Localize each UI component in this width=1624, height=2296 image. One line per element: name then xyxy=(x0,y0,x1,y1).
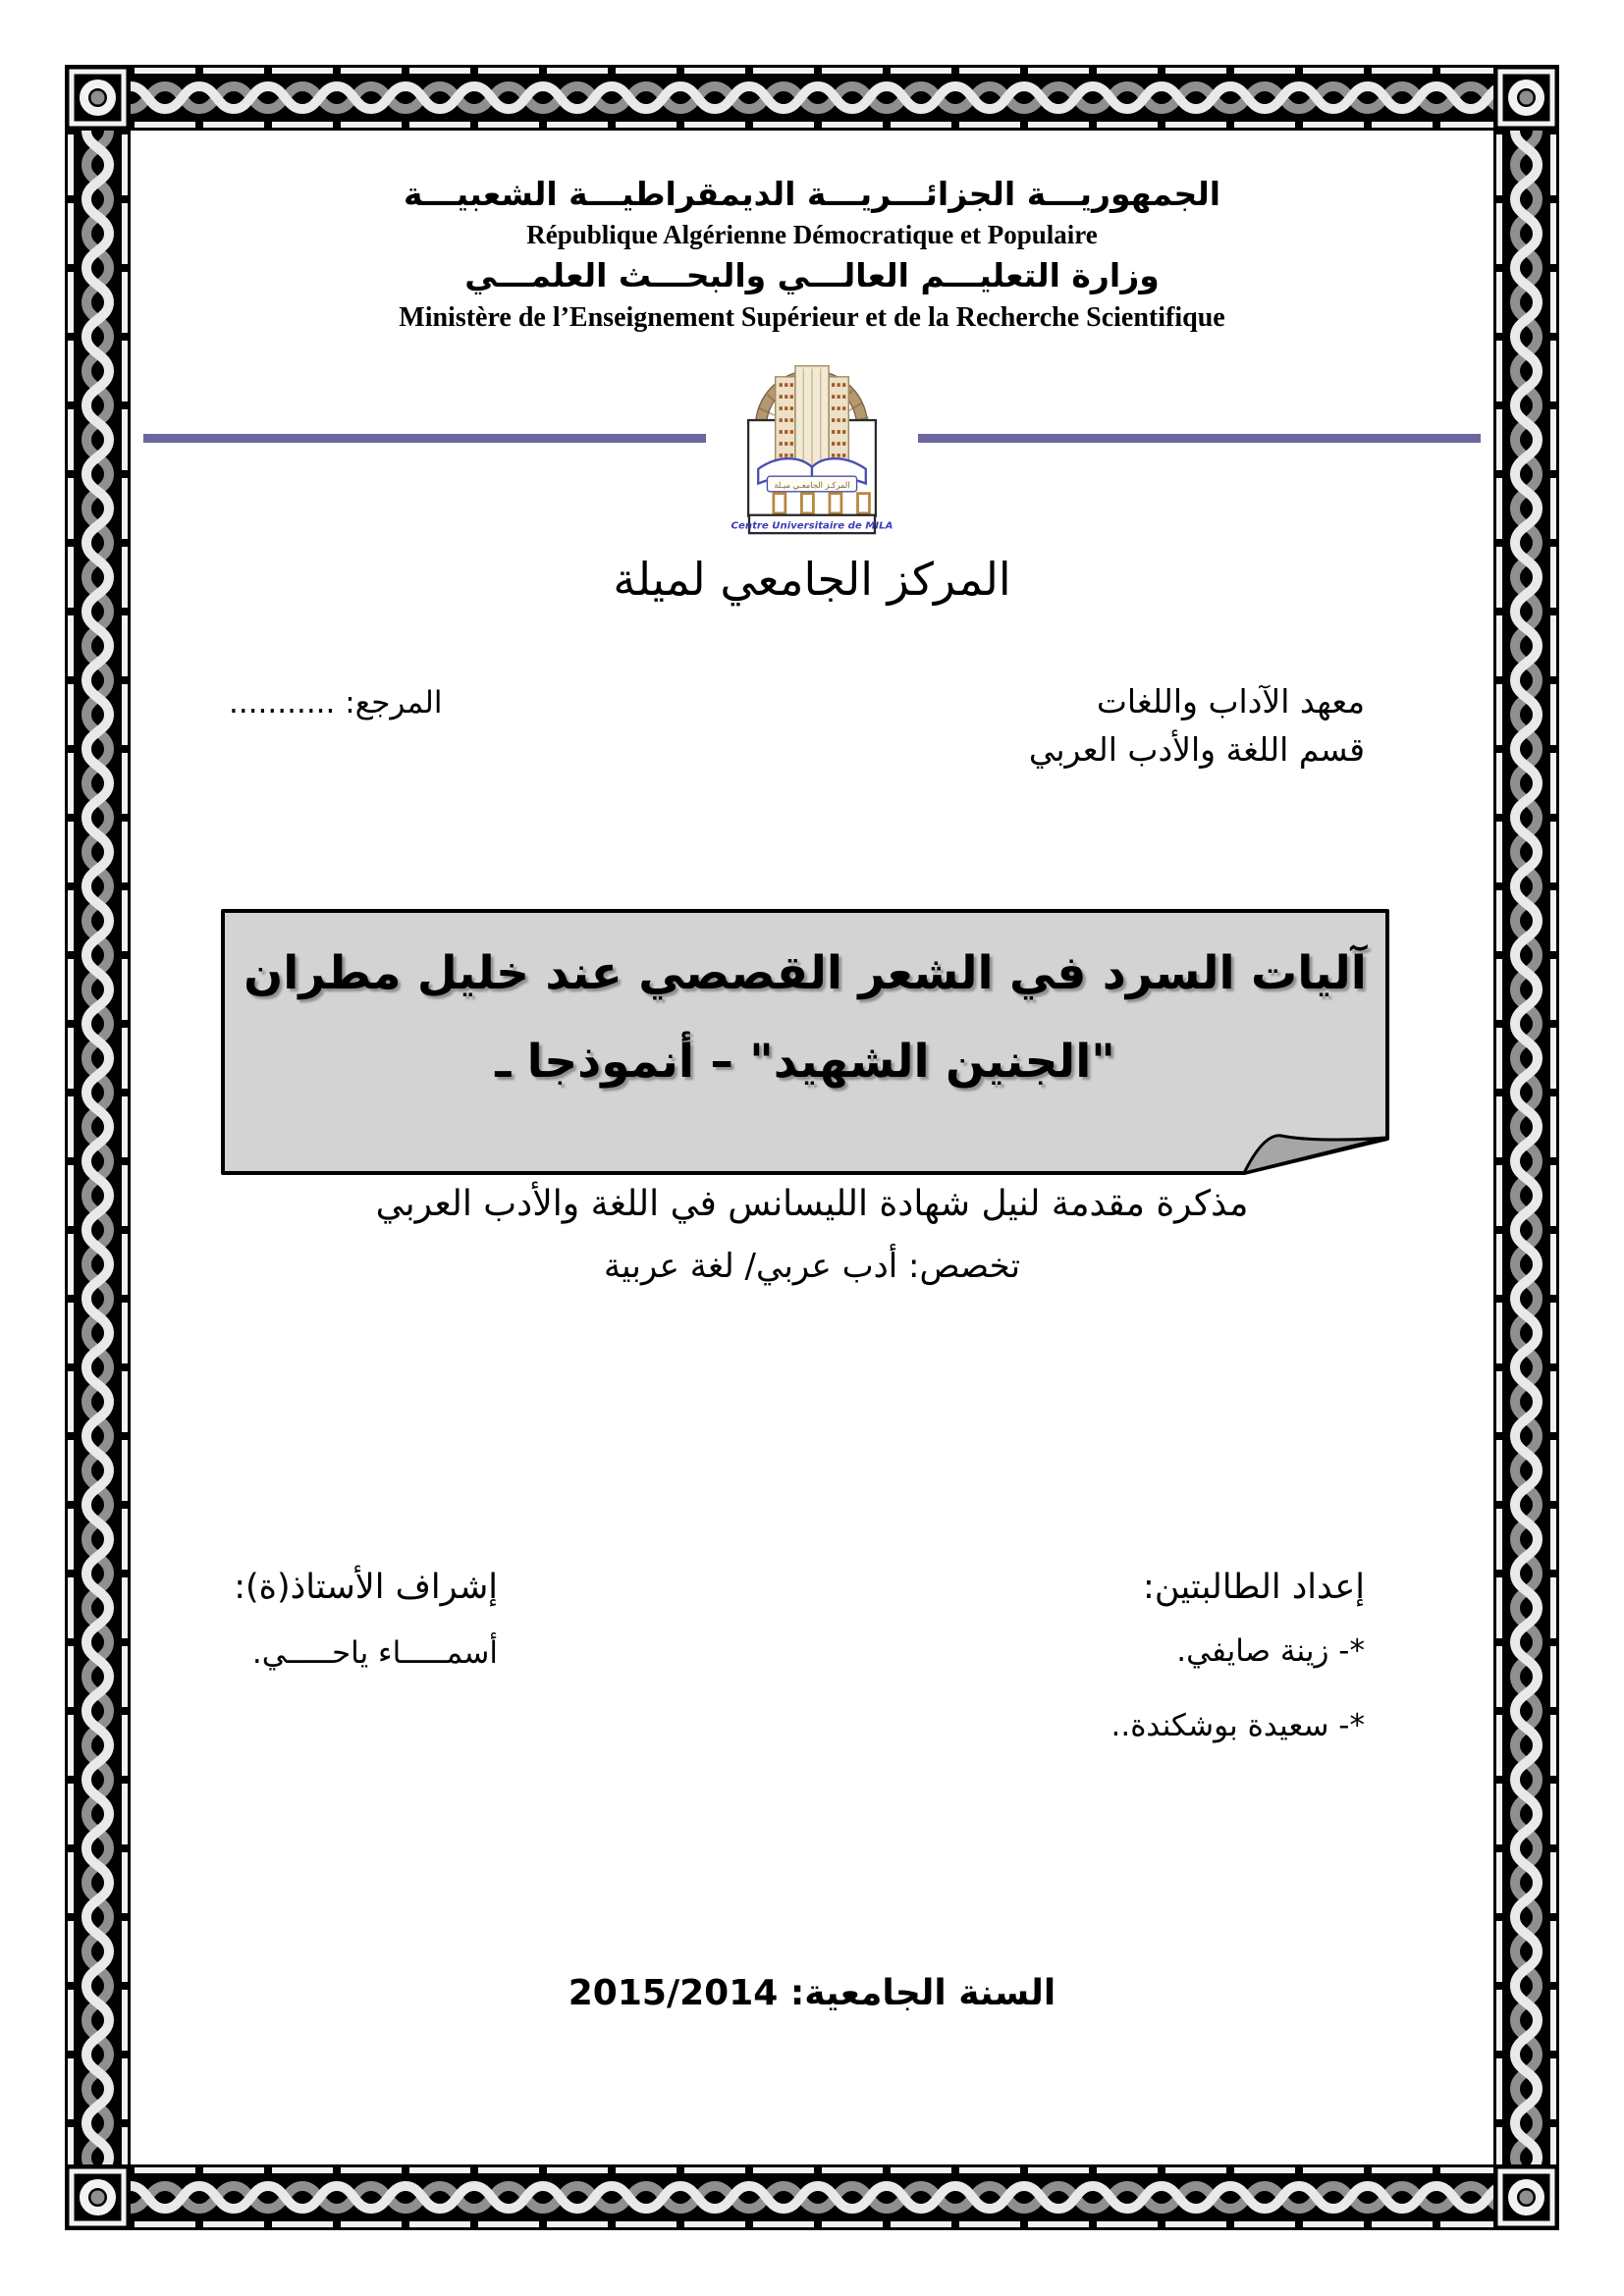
academic-year: السنة الجامعية: 2015/2014 xyxy=(568,1973,1056,2013)
supervisor-name: أسمـــــاء ياحـــــي. xyxy=(251,1635,498,1671)
department-name: قسم اللغة والأدب العربي xyxy=(1028,730,1365,769)
thesis-title-box xyxy=(221,909,1389,1176)
thesis-title-line1: آليات السرد في الشعر القصصي عند خليل مطران xyxy=(244,946,1367,1000)
ministry-name-french: Ministère de l’Enseignement Supérieur et de la Recherche Scientifique xyxy=(399,302,1225,333)
memo-description: مذكرة مقدمة لنيل شهادة الليسانس في اللغة والأدب العربي xyxy=(375,1184,1249,1224)
divider-rule-right xyxy=(918,434,1481,443)
university-logo xyxy=(728,341,896,535)
supervisor-block xyxy=(191,1563,498,1671)
students-block xyxy=(1110,1563,1365,1743)
supervisor-heading: إشراف الأستاذ(ة): xyxy=(234,1568,498,1607)
republic-name-french: République Algérienne Démocratique et Populaire xyxy=(526,220,1098,249)
institute-block xyxy=(1029,677,1365,774)
logo-row xyxy=(131,342,1493,534)
student-name-2: *- سعيدة بوشكندة.. xyxy=(1110,1708,1365,1743)
republic-name-arabic: الجمهوريـــة الجزائـــريـــة الديمقراطيـــة الشعبيـــة xyxy=(403,175,1221,213)
divider-rule-left xyxy=(143,434,706,443)
reference-field: المرجع: ........... xyxy=(229,685,443,721)
logo-banner-arabic: المركـز الجامعـي ميـلة xyxy=(774,480,850,491)
specialty: تخصص: أدب عربي/ لغة عربية xyxy=(603,1247,1021,1286)
students-heading: إعداد الطالبتين: xyxy=(1143,1568,1365,1607)
student-name-1: *- زينة صايفي. xyxy=(1176,1633,1365,1669)
university-name: المركز الجامعي لميلة xyxy=(613,553,1011,606)
official-header xyxy=(131,173,1493,338)
logo-caption: Centre Universitaire de MILA xyxy=(731,520,893,532)
institute-name: معهد الآداب واللغات xyxy=(1096,682,1365,721)
ministry-name-arabic: وزارة التعليـــم العالـــي والبحـــث العلمـــي xyxy=(464,256,1160,294)
thesis-title-line2: "الجنين الشهيد" – أنموذجا ـ xyxy=(495,1035,1115,1089)
